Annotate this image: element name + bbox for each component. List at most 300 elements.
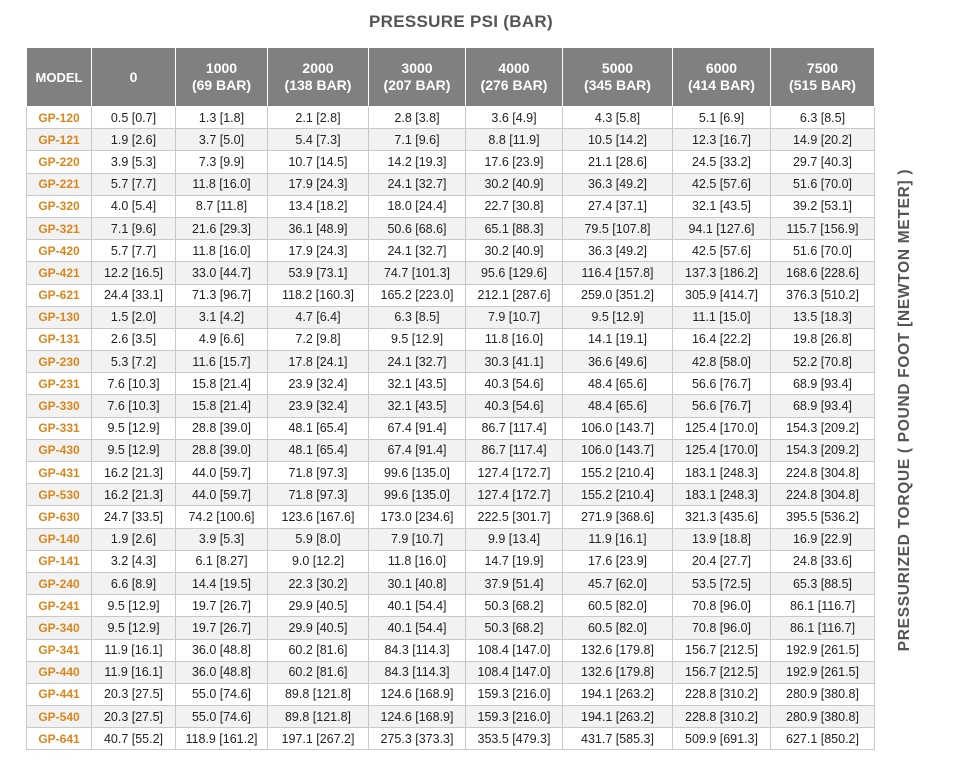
- torque-cell: 24.4 [33.1]: [92, 284, 176, 306]
- table-row: [27, 639, 875, 661]
- torque-cell: 55.0 [74.6]: [176, 683, 268, 705]
- torque-cell: 212.1 [287.6]: [466, 284, 563, 306]
- torque-cell: 3.9 [5.3]: [92, 151, 176, 173]
- torque-cell: 4.7 [6.4]: [268, 306, 369, 328]
- torque-cell: 6.6 [8.9]: [92, 572, 176, 594]
- table-row: [27, 439, 875, 461]
- table-row: [27, 395, 875, 417]
- column-header-line1: 1000: [205, 60, 238, 76]
- torque-cell: 40.1 [54.4]: [369, 617, 466, 639]
- torque-cell: 19.8 [26.8]: [771, 328, 875, 350]
- torque-cell: 71.8 [97.3]: [268, 462, 369, 484]
- torque-cell: 42.8 [58.0]: [673, 351, 771, 373]
- torque-cell: 3.6 [4.9]: [466, 107, 563, 129]
- torque-cell: 44.0 [59.7]: [176, 462, 268, 484]
- torque-cell: 125.4 [170.0]: [673, 439, 771, 461]
- torque-cell: 21.6 [29.3]: [176, 217, 268, 239]
- torque-cell: 44.0 [59.7]: [176, 484, 268, 506]
- torque-cell: 124.6 [168.9]: [369, 683, 466, 705]
- torque-cell: 11.8 [16.0]: [176, 173, 268, 195]
- torque-cell: 154.3 [209.2]: [771, 439, 875, 461]
- model-cell: GP-240: [27, 572, 92, 594]
- torque-cell: 29.7 [40.3]: [771, 151, 875, 173]
- torque-cell: 116.4 [157.8]: [563, 262, 673, 284]
- torque-table: [26, 47, 875, 750]
- column-header-pressure: [673, 48, 771, 107]
- torque-cell: 271.9 [368.6]: [563, 506, 673, 528]
- torque-cell: 48.4 [65.6]: [563, 373, 673, 395]
- table-row: [27, 284, 875, 306]
- torque-cell: 89.8 [121.8]: [268, 706, 369, 728]
- table-row: [27, 151, 875, 173]
- torque-cell: 5.9 [8.0]: [268, 528, 369, 550]
- torque-cell: 20.4 [27.7]: [673, 550, 771, 572]
- column-header-line1: 3000: [401, 60, 433, 76]
- torque-cell: 118.2 [160.3]: [268, 284, 369, 306]
- column-header-line2: (69 BAR): [191, 77, 252, 93]
- torque-cell: 2.6 [3.5]: [92, 328, 176, 350]
- table-row: [27, 572, 875, 594]
- column-header-line2: (138 BAR): [284, 77, 352, 93]
- torque-cell: 431.7 [585.3]: [563, 728, 673, 750]
- column-header-pressure: [563, 48, 673, 107]
- torque-cell: 13.5 [18.3]: [771, 306, 875, 328]
- torque-cell: 222.5 [301.7]: [466, 506, 563, 528]
- torque-cell: 16.9 [22.9]: [771, 528, 875, 550]
- torque-cell: 70.8 [96.0]: [673, 595, 771, 617]
- torque-cell: 108.4 [147.0]: [466, 639, 563, 661]
- torque-cell: 305.9 [414.7]: [673, 284, 771, 306]
- torque-cell: 48.1 [65.4]: [268, 439, 369, 461]
- torque-cell: 74.7 [101.3]: [369, 262, 466, 284]
- model-cell: GP-141: [27, 550, 92, 572]
- torque-cell: 22.7 [30.8]: [466, 195, 563, 217]
- torque-cell: 118.9 [161.2]: [176, 728, 268, 750]
- torque-cell: 60.2 [81.6]: [268, 661, 369, 683]
- torque-cell: 228.8 [310.2]: [673, 706, 771, 728]
- torque-cell: 7.3 [9.9]: [176, 151, 268, 173]
- torque-cell: 1.9 [2.6]: [92, 528, 176, 550]
- torque-cell: 9.5 [12.9]: [92, 595, 176, 617]
- torque-cell: 86.1 [116.7]: [771, 617, 875, 639]
- torque-cell: 37.9 [51.4]: [466, 572, 563, 594]
- model-cell: GP-431: [27, 462, 92, 484]
- model-cell: GP-540: [27, 706, 92, 728]
- column-header-line2: (414 BAR): [688, 77, 755, 93]
- torque-cell: 19.7 [26.7]: [176, 617, 268, 639]
- table-row: [27, 129, 875, 151]
- torque-cell: 29.9 [40.5]: [268, 595, 369, 617]
- torque-cell: 24.1 [32.7]: [369, 240, 466, 262]
- torque-cell: 67.4 [91.4]: [369, 417, 466, 439]
- torque-cell: 7.2 [9.8]: [268, 328, 369, 350]
- torque-cell: 124.6 [168.9]: [369, 706, 466, 728]
- table-body: [27, 107, 875, 750]
- table-row: [27, 373, 875, 395]
- table-row: [27, 107, 875, 129]
- torque-cell: 36.1 [48.9]: [268, 217, 369, 239]
- column-header-pressure: [771, 48, 875, 107]
- torque-cell: 7.1 [9.6]: [369, 129, 466, 151]
- torque-cell: 65.3 [88.5]: [771, 572, 875, 594]
- torque-cell: 11.8 [16.0]: [176, 240, 268, 262]
- torque-cell: 14.7 [19.9]: [466, 550, 563, 572]
- torque-cell: 6.1 [8.27]: [176, 550, 268, 572]
- torque-cell: 11.9 [16.1]: [92, 639, 176, 661]
- model-cell: GP-440: [27, 661, 92, 683]
- torque-cell: 7.9 [10.7]: [369, 528, 466, 550]
- torque-cell: 132.6 [179.8]: [563, 639, 673, 661]
- torque-cell: 224.8 [304.8]: [771, 484, 875, 506]
- side-axis-label-text: PRESSURIZED TORQUE ( POUND FOOT [NEWTON METER] ): [896, 168, 913, 652]
- model-cell: GP-331: [27, 417, 92, 439]
- torque-cell: 14.4 [19.5]: [176, 572, 268, 594]
- torque-cell: 24.7 [33.5]: [92, 506, 176, 528]
- model-cell: GP-120: [27, 107, 92, 129]
- model-cell: GP-641: [27, 728, 92, 750]
- table-row: [27, 173, 875, 195]
- torque-cell: 154.3 [209.2]: [771, 417, 875, 439]
- torque-cell: 68.9 [93.4]: [771, 373, 875, 395]
- table-row: [27, 306, 875, 328]
- column-header-model: [27, 48, 92, 107]
- model-cell: GP-340: [27, 617, 92, 639]
- column-header-line1: 5000: [601, 60, 634, 76]
- torque-cell: 2.1 [2.8]: [268, 107, 369, 129]
- torque-cell: 1.5 [2.0]: [92, 306, 176, 328]
- torque-cell: 125.4 [170.0]: [673, 417, 771, 439]
- torque-cell: 86.7 [117.4]: [466, 439, 563, 461]
- torque-cell: 15.8 [21.4]: [176, 373, 268, 395]
- torque-cell: 60.5 [82.0]: [563, 617, 673, 639]
- table-row: [27, 351, 875, 373]
- model-cell: GP-230: [27, 351, 92, 373]
- torque-cell: 4.0 [5.4]: [92, 195, 176, 217]
- torque-cell: 280.9 [380.8]: [771, 683, 875, 705]
- torque-cell: 5.7 [7.7]: [92, 240, 176, 262]
- torque-cell: 32.1 [43.5]: [673, 195, 771, 217]
- torque-cell: 53.9 [73.1]: [268, 262, 369, 284]
- torque-cell: 1.3 [1.8]: [176, 107, 268, 129]
- torque-cell: 3.1 [4.2]: [176, 306, 268, 328]
- torque-cell: 5.4 [7.3]: [268, 129, 369, 151]
- column-header-pressure: [268, 48, 369, 107]
- column-header-pressure: [369, 48, 466, 107]
- table-row: [27, 706, 875, 728]
- torque-cell: 2.8 [3.8]: [369, 107, 466, 129]
- torque-cell: 11.1 [15.0]: [673, 306, 771, 328]
- torque-cell: 67.4 [91.4]: [369, 439, 466, 461]
- torque-cell: 127.4 [172.7]: [466, 462, 563, 484]
- torque-cell: 50.3 [68.2]: [466, 595, 563, 617]
- torque-cell: 89.8 [121.8]: [268, 683, 369, 705]
- torque-cell: 5.1 [6.9]: [673, 107, 771, 129]
- torque-cell: 10.7 [14.5]: [268, 151, 369, 173]
- torque-cell: 24.5 [33.2]: [673, 151, 771, 173]
- torque-cell: 39.2 [53.1]: [771, 195, 875, 217]
- table-row: [27, 462, 875, 484]
- torque-cell: 192.9 [261.5]: [771, 639, 875, 661]
- torque-cell: 224.8 [304.8]: [771, 462, 875, 484]
- torque-cell: 11.8 [16.0]: [369, 550, 466, 572]
- torque-cell: 159.3 [216.0]: [466, 706, 563, 728]
- torque-cell: 7.9 [10.7]: [466, 306, 563, 328]
- torque-cell: 280.9 [380.8]: [771, 706, 875, 728]
- torque-cell: 9.0 [12.2]: [268, 550, 369, 572]
- model-cell: GP-220: [27, 151, 92, 173]
- model-cell: GP-621: [27, 284, 92, 306]
- torque-cell: 70.8 [96.0]: [673, 617, 771, 639]
- torque-cell: 7.1 [9.6]: [92, 217, 176, 239]
- torque-cell: 60.2 [81.6]: [268, 639, 369, 661]
- torque-cell: 194.1 [263.2]: [563, 683, 673, 705]
- torque-cell: 17.6 [23.9]: [466, 151, 563, 173]
- torque-cell: 36.3 [49.2]: [563, 173, 673, 195]
- table-row: [27, 484, 875, 506]
- torque-cell: 275.3 [373.3]: [369, 728, 466, 750]
- torque-cell: 3.9 [5.3]: [176, 528, 268, 550]
- torque-cell: 55.0 [74.6]: [176, 706, 268, 728]
- torque-cell: 40.1 [54.4]: [369, 595, 466, 617]
- torque-cell: 79.5 [107.8]: [563, 217, 673, 239]
- torque-cell: 9.5 [12.9]: [92, 439, 176, 461]
- torque-cell: 16.4 [22.2]: [673, 328, 771, 350]
- torque-cell: 3.2 [4.3]: [92, 550, 176, 572]
- torque-cell: 53.5 [72.5]: [673, 572, 771, 594]
- torque-cell: 16.2 [21.3]: [92, 484, 176, 506]
- torque-cell: 9.5 [12.9]: [369, 328, 466, 350]
- torque-cell: 9.5 [12.9]: [92, 617, 176, 639]
- torque-cell: 84.3 [114.3]: [369, 661, 466, 683]
- table-row: [27, 240, 875, 262]
- torque-cell: 99.6 [135.0]: [369, 462, 466, 484]
- model-cell: GP-330: [27, 395, 92, 417]
- torque-cell: 115.7 [156.9]: [771, 217, 875, 239]
- torque-cell: 19.7 [26.7]: [176, 595, 268, 617]
- torque-cell: 228.8 [310.2]: [673, 683, 771, 705]
- torque-cell: 11.9 [16.1]: [92, 661, 176, 683]
- torque-cell: 68.9 [93.4]: [771, 395, 875, 417]
- table-row: [27, 595, 875, 617]
- torque-cell: 84.3 [114.3]: [369, 639, 466, 661]
- torque-cell: 173.0 [234.6]: [369, 506, 466, 528]
- column-header-line2: (515 BAR): [789, 77, 856, 93]
- torque-cell: 32.1 [43.5]: [369, 395, 466, 417]
- torque-cell: 23.9 [32.4]: [268, 373, 369, 395]
- torque-cell: 71.8 [97.3]: [268, 484, 369, 506]
- torque-cell: 20.3 [27.5]: [92, 683, 176, 705]
- torque-cell: 10.5 [14.2]: [563, 129, 673, 151]
- torque-cell: 13.9 [18.8]: [673, 528, 771, 550]
- torque-cell: 22.3 [30.2]: [268, 572, 369, 594]
- torque-cell: 259.0 [351.2]: [563, 284, 673, 306]
- torque-cell: 86.7 [117.4]: [466, 417, 563, 439]
- torque-cell: 156.7 [212.5]: [673, 639, 771, 661]
- torque-cell: 30.2 [40.9]: [466, 173, 563, 195]
- torque-cell: 45.7 [62.0]: [563, 572, 673, 594]
- table-row: [27, 661, 875, 683]
- table-row: [27, 683, 875, 705]
- torque-cell: 42.5 [57.6]: [673, 240, 771, 262]
- torque-cell: 9.5 [12.9]: [563, 306, 673, 328]
- column-header-pressure: [176, 48, 268, 107]
- column-header-line1: 6000: [705, 60, 738, 76]
- table-row: [27, 550, 875, 572]
- torque-cell: 99.6 [135.0]: [369, 484, 466, 506]
- torque-cell: 18.0 [24.4]: [369, 195, 466, 217]
- torque-cell: 40.3 [54.6]: [466, 395, 563, 417]
- torque-cell: 4.9 [6.6]: [176, 328, 268, 350]
- torque-cell: 42.5 [57.6]: [673, 173, 771, 195]
- torque-cell: 14.9 [20.2]: [771, 129, 875, 151]
- torque-cell: 137.3 [186.2]: [673, 262, 771, 284]
- torque-cell: 60.5 [82.0]: [563, 595, 673, 617]
- torque-cell: 52.2 [70.8]: [771, 351, 875, 373]
- model-cell: GP-140: [27, 528, 92, 550]
- torque-cell: 48.4 [65.6]: [563, 395, 673, 417]
- torque-cell: 183.1 [248.3]: [673, 462, 771, 484]
- model-cell: GP-630: [27, 506, 92, 528]
- torque-cell: 32.1 [43.5]: [369, 373, 466, 395]
- torque-cell: 197.1 [267.2]: [268, 728, 369, 750]
- torque-cell: 86.1 [116.7]: [771, 595, 875, 617]
- torque-cell: 1.9 [2.6]: [92, 129, 176, 151]
- torque-cell: 155.2 [210.4]: [563, 484, 673, 506]
- torque-cell: 20.3 [27.5]: [92, 706, 176, 728]
- column-header-line1: 2000: [302, 60, 334, 76]
- torque-cell: 192.9 [261.5]: [771, 661, 875, 683]
- torque-cell: 13.4 [18.2]: [268, 195, 369, 217]
- torque-cell: 8.8 [11.9]: [466, 129, 563, 151]
- torque-cell: 17.9 [24.3]: [268, 240, 369, 262]
- model-cell: GP-321: [27, 217, 92, 239]
- table-row: [27, 262, 875, 284]
- torque-cell: 8.7 [11.8]: [176, 195, 268, 217]
- torque-cell: 183.1 [248.3]: [673, 484, 771, 506]
- model-cell: GP-430: [27, 439, 92, 461]
- torque-cell: 353.5 [479.3]: [466, 728, 563, 750]
- torque-cell: 50.3 [68.2]: [466, 617, 563, 639]
- torque-cell: 17.9 [24.3]: [268, 173, 369, 195]
- torque-cell: 74.2 [100.6]: [176, 506, 268, 528]
- column-header-pressure: [466, 48, 563, 107]
- torque-cell: 28.8 [39.0]: [176, 439, 268, 461]
- torque-cell: 48.1 [65.4]: [268, 417, 369, 439]
- column-header-line2: (207 BAR): [383, 77, 451, 93]
- column-header-line1: MODEL: [35, 69, 83, 85]
- torque-cell: 71.3 [96.7]: [176, 284, 268, 306]
- model-cell: GP-130: [27, 306, 92, 328]
- torque-cell: 321.3 [435.6]: [673, 506, 771, 528]
- torque-cell: 36.0 [48.8]: [176, 661, 268, 683]
- torque-cell: 165.2 [223.0]: [369, 284, 466, 306]
- torque-cell: 0.5 [0.7]: [92, 107, 176, 129]
- table-row: [27, 528, 875, 550]
- torque-cell: 106.0 [143.7]: [563, 439, 673, 461]
- torque-cell: 56.6 [76.7]: [673, 373, 771, 395]
- torque-cell: 108.4 [147.0]: [466, 661, 563, 683]
- torque-cell: 65.1 [88.3]: [466, 217, 563, 239]
- column-header-line1: 0: [129, 68, 138, 85]
- torque-cell: 51.6 [70.0]: [771, 173, 875, 195]
- torque-cell: 24.8 [33.6]: [771, 550, 875, 572]
- header-row: [27, 48, 875, 107]
- torque-cell: 30.1 [40.8]: [369, 572, 466, 594]
- torque-cell: 56.6 [76.7]: [673, 395, 771, 417]
- torque-cell: 94.1 [127.6]: [673, 217, 771, 239]
- torque-cell: 14.1 [19.1]: [563, 328, 673, 350]
- model-cell: GP-320: [27, 195, 92, 217]
- torque-cell: 7.6 [10.3]: [92, 395, 176, 417]
- torque-cell: 95.6 [129.6]: [466, 262, 563, 284]
- torque-cell: 194.1 [263.2]: [563, 706, 673, 728]
- torque-cell: 155.2 [210.4]: [563, 462, 673, 484]
- torque-cell: 168.6 [228.6]: [771, 262, 875, 284]
- torque-cell: 21.1 [28.6]: [563, 151, 673, 173]
- table-row: [27, 506, 875, 528]
- torque-cell: 3.7 [5.0]: [176, 129, 268, 151]
- torque-cell: 28.8 [39.0]: [176, 417, 268, 439]
- torque-cell: 6.3 [8.5]: [771, 107, 875, 129]
- model-cell: GP-131: [27, 328, 92, 350]
- torque-cell: 7.6 [10.3]: [92, 373, 176, 395]
- torque-cell: 12.3 [16.7]: [673, 129, 771, 151]
- torque-cell: 9.5 [12.9]: [92, 417, 176, 439]
- torque-cell: 17.6 [23.9]: [563, 550, 673, 572]
- table-row: [27, 217, 875, 239]
- model-cell: GP-420: [27, 240, 92, 262]
- model-cell: GP-121: [27, 129, 92, 151]
- torque-cell: 4.3 [5.8]: [563, 107, 673, 129]
- torque-cell: 159.3 [216.0]: [466, 683, 563, 705]
- torque-cell: 15.8 [21.4]: [176, 395, 268, 417]
- torque-cell: 40.7 [55.2]: [92, 728, 176, 750]
- model-cell: GP-241: [27, 595, 92, 617]
- torque-cell: 5.3 [7.2]: [92, 351, 176, 373]
- torque-cell: 127.4 [172.7]: [466, 484, 563, 506]
- model-cell: GP-231: [27, 373, 92, 395]
- torque-cell: 395.5 [536.2]: [771, 506, 875, 528]
- table-row: [27, 617, 875, 639]
- torque-cell: 30.3 [41.1]: [466, 351, 563, 373]
- torque-cell: 627.1 [850.2]: [771, 728, 875, 750]
- torque-cell: 16.2 [21.3]: [92, 462, 176, 484]
- torque-cell: 123.6 [167.6]: [268, 506, 369, 528]
- torque-cell: 29.9 [40.5]: [268, 617, 369, 639]
- torque-cell: 33.0 [44.7]: [176, 262, 268, 284]
- torque-cell: 24.1 [32.7]: [369, 351, 466, 373]
- chart-title: PRESSURE PSI (BAR): [369, 12, 553, 31]
- torque-cell: 30.2 [40.9]: [466, 240, 563, 262]
- column-header-line1: 7500: [806, 60, 839, 76]
- torque-cell: 36.0 [48.8]: [176, 639, 268, 661]
- model-cell: GP-221: [27, 173, 92, 195]
- column-header-pressure: [92, 48, 176, 107]
- torque-cell: 156.7 [212.5]: [673, 661, 771, 683]
- torque-cell: 14.2 [19.3]: [369, 151, 466, 173]
- torque-cell: 106.0 [143.7]: [563, 417, 673, 439]
- table-row: [27, 195, 875, 217]
- torque-cell: 36.6 [49.6]: [563, 351, 673, 373]
- model-cell: GP-530: [27, 484, 92, 506]
- table-row: [27, 417, 875, 439]
- torque-cell: 509.9 [691.3]: [673, 728, 771, 750]
- torque-cell: 17.8 [24.1]: [268, 351, 369, 373]
- torque-cell: 5.7 [7.7]: [92, 173, 176, 195]
- torque-cell: 11.6 [15.7]: [176, 351, 268, 373]
- column-header-line2: (276 BAR): [480, 77, 548, 93]
- torque-cell: 12.2 [16.5]: [92, 262, 176, 284]
